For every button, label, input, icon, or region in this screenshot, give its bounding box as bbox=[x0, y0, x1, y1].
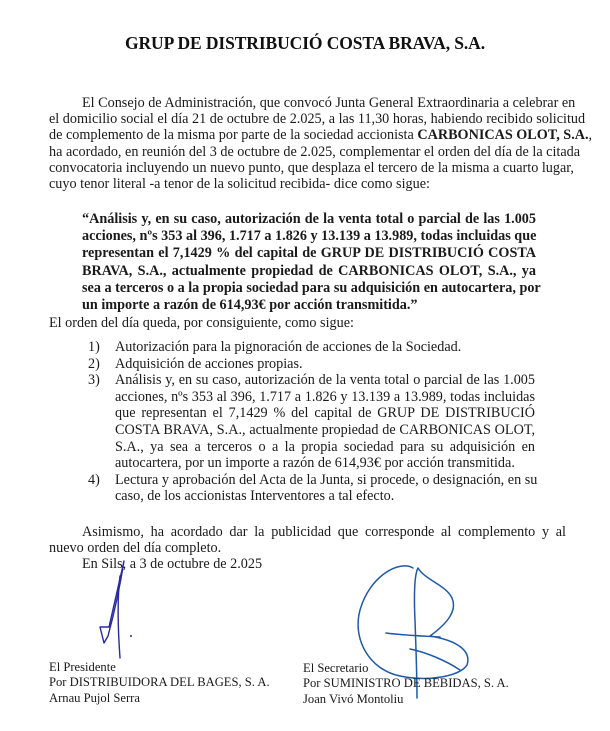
intro-line: El Consejo de Administración, que convocó Junta General Extraordinaria a celebrar en bbox=[82, 95, 576, 111]
agenda-item-line: Autorización para la pignoración de acciones de la Sociedad. bbox=[115, 339, 462, 355]
place-date: En Sils, a 3 de octubre de 2.025 bbox=[82, 556, 263, 572]
closing-line: Asimismo, ha acordado dar la publicidad que corresponde al complemento y al bbox=[82, 524, 566, 540]
president-block bbox=[49, 660, 270, 706]
quote-line: sea a terceros o a la propia sociedad para su adquisición en autocartera, por bbox=[82, 279, 541, 296]
secretary-block bbox=[303, 661, 509, 707]
quote-line: “Análisis y, en su caso, autorización de la venta total o parcial de las 1.005 bbox=[82, 211, 536, 227]
intro-line-text: de complemento de la misma por parte de la sociedad accionista bbox=[49, 127, 418, 144]
agenda-item-line: caso, de los accionistas Interventores a tal efecto. bbox=[115, 488, 395, 505]
secretary-name: Joan Vivó Montoliu bbox=[303, 691, 404, 706]
agenda-item-line: autocartera, por un importe a razón de 614,93€ por acción transmitida. bbox=[115, 455, 515, 472]
quote-line: acciones, nºs 353 al 396, 1.717 a 1.826 y 13.139 a 13.989, todas incluidas que bbox=[82, 228, 537, 245]
intro-line: convocatoria incluyendo un nuevo punto, que desplaza el tercero de la misma a cuarto lugar, bbox=[49, 159, 574, 176]
agenda-intro: El orden del día queda, por consiguiente, como sigue: bbox=[49, 315, 354, 331]
quote-line: BRAVA, S.A., actualmente propiedad de CARBONICAS OLOT, S.A., ya bbox=[82, 262, 536, 279]
agenda-item-line: S.A., ya sea a terceros o a la propia sociedad para su adquisición en bbox=[115, 438, 535, 455]
president-role: El Presidente bbox=[49, 660, 116, 674]
intro-line-punct: , bbox=[588, 127, 593, 144]
agenda-item-line: acciones, nºs 353 al 396, 1.717 a 1.826 y 13.139 a 13.989, todas incluidas bbox=[115, 388, 535, 405]
agenda-item-line: Análisis y, en su caso, autorización de la venta total o parcial de las 1.005 bbox=[115, 372, 535, 389]
intro-line: ha acordado, en reunión del 3 de octubre de 2.025, complementar el orden del día de la citada bbox=[49, 143, 581, 160]
intro-line: cuyo tenor literal -a tenor de la solicitud recibida- dice como sigue: bbox=[49, 176, 430, 193]
agenda-item-number: 3) bbox=[88, 372, 100, 389]
agenda-item-line: Lectura y aprobación del Acta de la Junta, si procede, o designación, en su bbox=[115, 471, 538, 488]
intro-line: el domicilio social el día 21 de octubre de 2.025, a las 11,30 horas, habiendo recibido solicitud bbox=[49, 111, 586, 128]
agenda-item-number: 2) bbox=[88, 355, 100, 372]
agenda-item-line: que representan el 7,1429 % del capital de GRUP DE DISTRIBUCIÓ bbox=[115, 405, 535, 422]
agenda-item-number: 4) bbox=[88, 471, 100, 488]
agenda-item-line: Adquisición de acciones propias. bbox=[115, 355, 303, 372]
agenda-item-number: 1) bbox=[88, 339, 100, 355]
agenda-item-line: COSTA BRAVA, S.A., actualmente propiedad de CARBONICAS OLOT, bbox=[115, 421, 535, 438]
closing-line: nuevo orden del día completo. bbox=[49, 540, 222, 557]
document-title: GRUP DE DISTRIBUCIÓ COSTA BRAVA, S.A. bbox=[124, 33, 485, 53]
president-name: Arnau Pujol Serra bbox=[49, 690, 140, 705]
secretary-role: El Secretario bbox=[303, 661, 369, 675]
shareholder-name: CARBONICAS OLOT, S.A. bbox=[417, 127, 589, 144]
quote-line: un importe a razón de 614,93€ por acción transmitida.” bbox=[82, 297, 418, 314]
president-company: Por DISTRIBUIDORA DEL BAGES, S. A. bbox=[49, 675, 270, 690]
quote-line: representan el 7,1429 % del capital de GRUP DE DISTRIBUCIÓ COSTA bbox=[82, 245, 536, 262]
secretary-company: Por SUMINISTRO DE BEBIDAS, S. A. bbox=[303, 676, 509, 691]
